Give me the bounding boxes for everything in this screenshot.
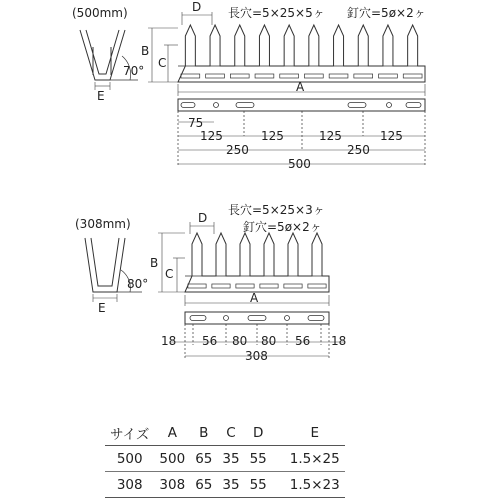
lower-dim-D: D: [198, 211, 208, 225]
table-row: [105, 446, 345, 472]
table-cell: 55: [245, 472, 272, 498]
table-cell: 55: [245, 446, 272, 472]
lower-dim-18-left: 18: [161, 334, 177, 348]
upper-dim-125-1: 125: [200, 129, 223, 143]
table-header-cell: サイズ: [105, 420, 154, 446]
upper-section-view: [80, 30, 144, 103]
upper-dim-125-3: 125: [319, 129, 342, 143]
upper-dim-250-2: 250: [347, 143, 370, 157]
table-header-cell: D: [245, 420, 272, 446]
lower-dim-80-right: 80: [261, 334, 277, 348]
upper-drawing: [72, 0, 426, 171]
upper-size-label: (500mm): [72, 6, 128, 20]
lower-dim-B: B: [150, 256, 159, 270]
upper-slot-note: 長穴=5×25×5ヶ: [228, 6, 325, 20]
table-cell: 35: [217, 446, 244, 472]
upper-plate-view: [178, 99, 425, 111]
lower-dim-E: E: [98, 301, 106, 315]
lower-dim-18-right: 18: [331, 334, 347, 348]
lower-plate-view: [185, 312, 329, 324]
lower-slot-note: 長穴=5×25×3ヶ: [228, 203, 325, 217]
table-cell: 308: [154, 472, 190, 498]
upper-dim-E: E: [97, 89, 105, 103]
upper-dim-500: 500: [288, 157, 311, 171]
table-cell: 65: [190, 446, 217, 472]
lower-dim-80-left: 80: [232, 334, 248, 348]
lower-dim-56-right: 56: [295, 334, 311, 348]
upper-dim-250-1: 250: [226, 143, 249, 157]
table-cell: 500: [154, 446, 190, 472]
upper-dim-125-2: 125: [261, 129, 284, 143]
table-header-cell: A: [154, 420, 190, 446]
lower-angle-label: 80°: [127, 277, 149, 291]
table-cell: 308: [105, 472, 154, 498]
table-cell: 35: [217, 472, 244, 498]
table-cell: 500: [105, 446, 154, 472]
table-header-row: [105, 420, 345, 446]
upper-dim-D: D: [192, 0, 202, 14]
lower-dim-308: 308: [245, 349, 268, 363]
upper-dim-A: A: [296, 80, 305, 94]
upper-hole-note: 釘穴=5ø×2ヶ: [347, 6, 426, 20]
upper-dim-125-4: 125: [380, 129, 403, 143]
table-cell: 1.5×23: [272, 472, 345, 498]
table-cell: 1.5×25: [272, 446, 345, 472]
upper-dim-75: 75: [188, 116, 204, 130]
spec-table: [105, 420, 345, 498]
table-cell: 65: [190, 472, 217, 498]
lower-section-view: [85, 238, 148, 315]
table-header-cell: B: [190, 420, 217, 446]
table-header-cell: E: [272, 420, 345, 446]
lower-dim-A: A: [250, 291, 259, 305]
lower-size-label: (308mm): [75, 217, 131, 231]
lower-dim-C: C: [165, 267, 174, 281]
table-row: [105, 472, 345, 498]
upper-dim-B: B: [141, 44, 150, 58]
table-header-cell: C: [217, 420, 244, 446]
lower-drawing: [75, 203, 346, 363]
lower-hole-note: 釘穴=5ø×2ヶ: [243, 220, 322, 234]
upper-angle-label: 70°: [123, 64, 145, 78]
lower-dim-56-left: 56: [202, 334, 218, 348]
upper-dim-C: C: [158, 56, 167, 70]
lower-front-view: [185, 233, 329, 292]
upper-front-view: [178, 25, 425, 82]
